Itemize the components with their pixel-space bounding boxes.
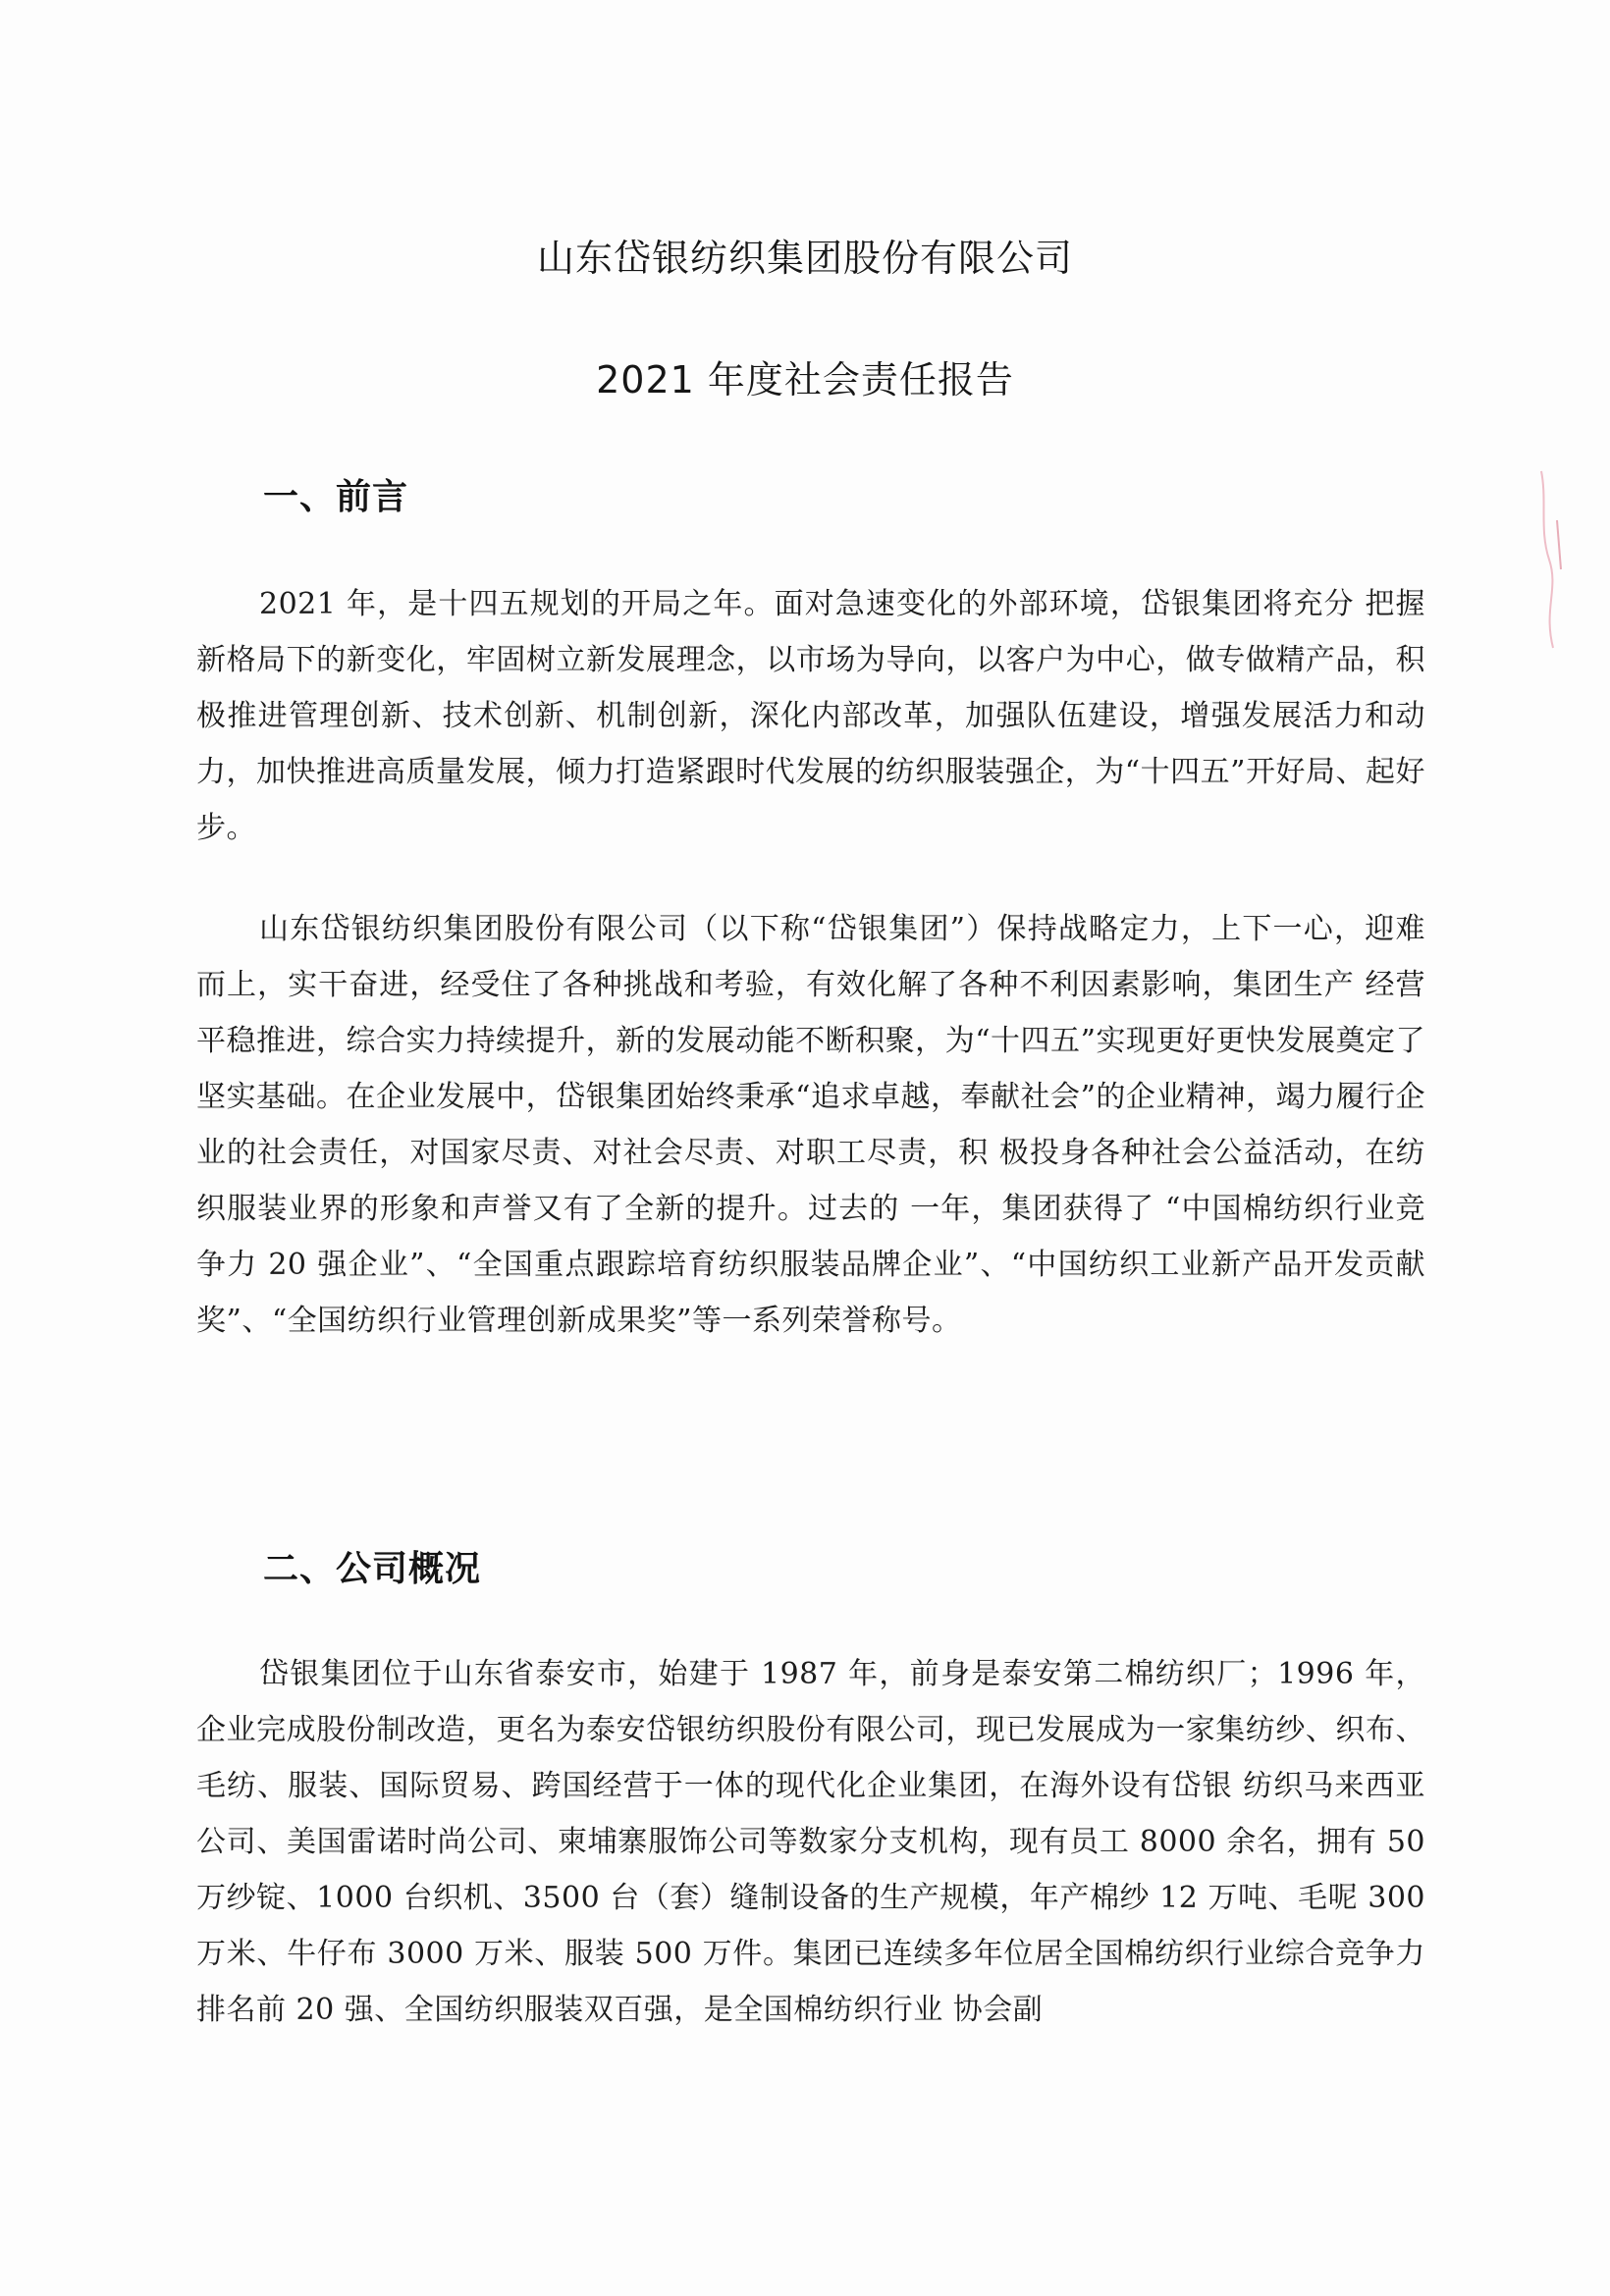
red-stamp-edge-mark [1502,461,1571,658]
document-title-company: 山东岱银纺织集团股份有限公司 [536,237,1073,280]
document-title-report: 2021 年度社会责任报告 [596,358,1014,401]
preface-paragraph-2: 山东岱银纺织集团股份有限公司（以下称“岱银集团”）保持战略定力，上下一心，迎难而上，实干奋进，经受住了各种挑战和考验，有效化解了各种不利因素影响，集团生产 经营平稳推进，综合实力持续提升，新的发展动能不断积聚，为“十四五”实现更好更快发展奠定了坚实基础。在企业发展中，岱银集团始终秉承“追求卓越，奉献社会”的企业精神，竭力履行企业的社会责任，对国家尽责、对社会尽责、对职工尽责，积 极投身各种社会公益活动，在纺织服装业界的形象和声誉又有了全新的提升。过去的 一年，集团获得了 “中国棉纺织行业竞争力 20 强企业”、“全国重点跟踪培育纺织服装品牌企业”、“中国纺织工业新产品开发贡献奖”、“全国纺织行业管理创新成果奖”等一系列荣誉称号。 [196,912,1425,1338]
section-heading-company-overview: 二、公司概况 [263,1549,482,1589]
overview-paragraph-1: 岱银集团位于山东省泰安市，始建于 1987 年，前身是泰安第二棉纺织厂；1996 年，企业完成股份制改造，更名为泰安岱银纺织股份有限公司，现已发展成为一家集纺纱、织布、毛纺、服装、国际贸易、跨国经营于一体的现代化企业集团，在海外设有岱银 纺织马来西亚公司、美国雷诺时尚公司、柬埔寨服饰公司等数家分支机构，现有员工 8000 余名，拥有 50 万纱锭、1000 台织机、3500 台（套）缝制设备的生产规模，年产棉纱 12 万吨、毛呢 300 万米、牛仔布 3000 万米、服装 500 万件。集团已连续多年位居全国棉纺织行业综合竞争力排名前 20 强、全国纺织服装双百强，是全国棉纺织行业 协会副 [196,1657,1425,2027]
section-heading-preface: 一、前言 [263,477,409,517]
preface-paragraph-1: 2021 年，是十四五规划的开局之年。面对急速变化的外部环境，岱银集团将充分 把握新格局下的新变化，牢固树立新发展理念，以市场为导向，以客户为中心，做专做精产品，积极推进管理创新、技术创新、机制创新，深化内部改革，加强队伍建设，增强发展活力和动力，加快推进高质量发展，倾力打造紧跟时代发展的纺织服装强企，为“十四五”开好局、起好步。 [196,587,1425,845]
